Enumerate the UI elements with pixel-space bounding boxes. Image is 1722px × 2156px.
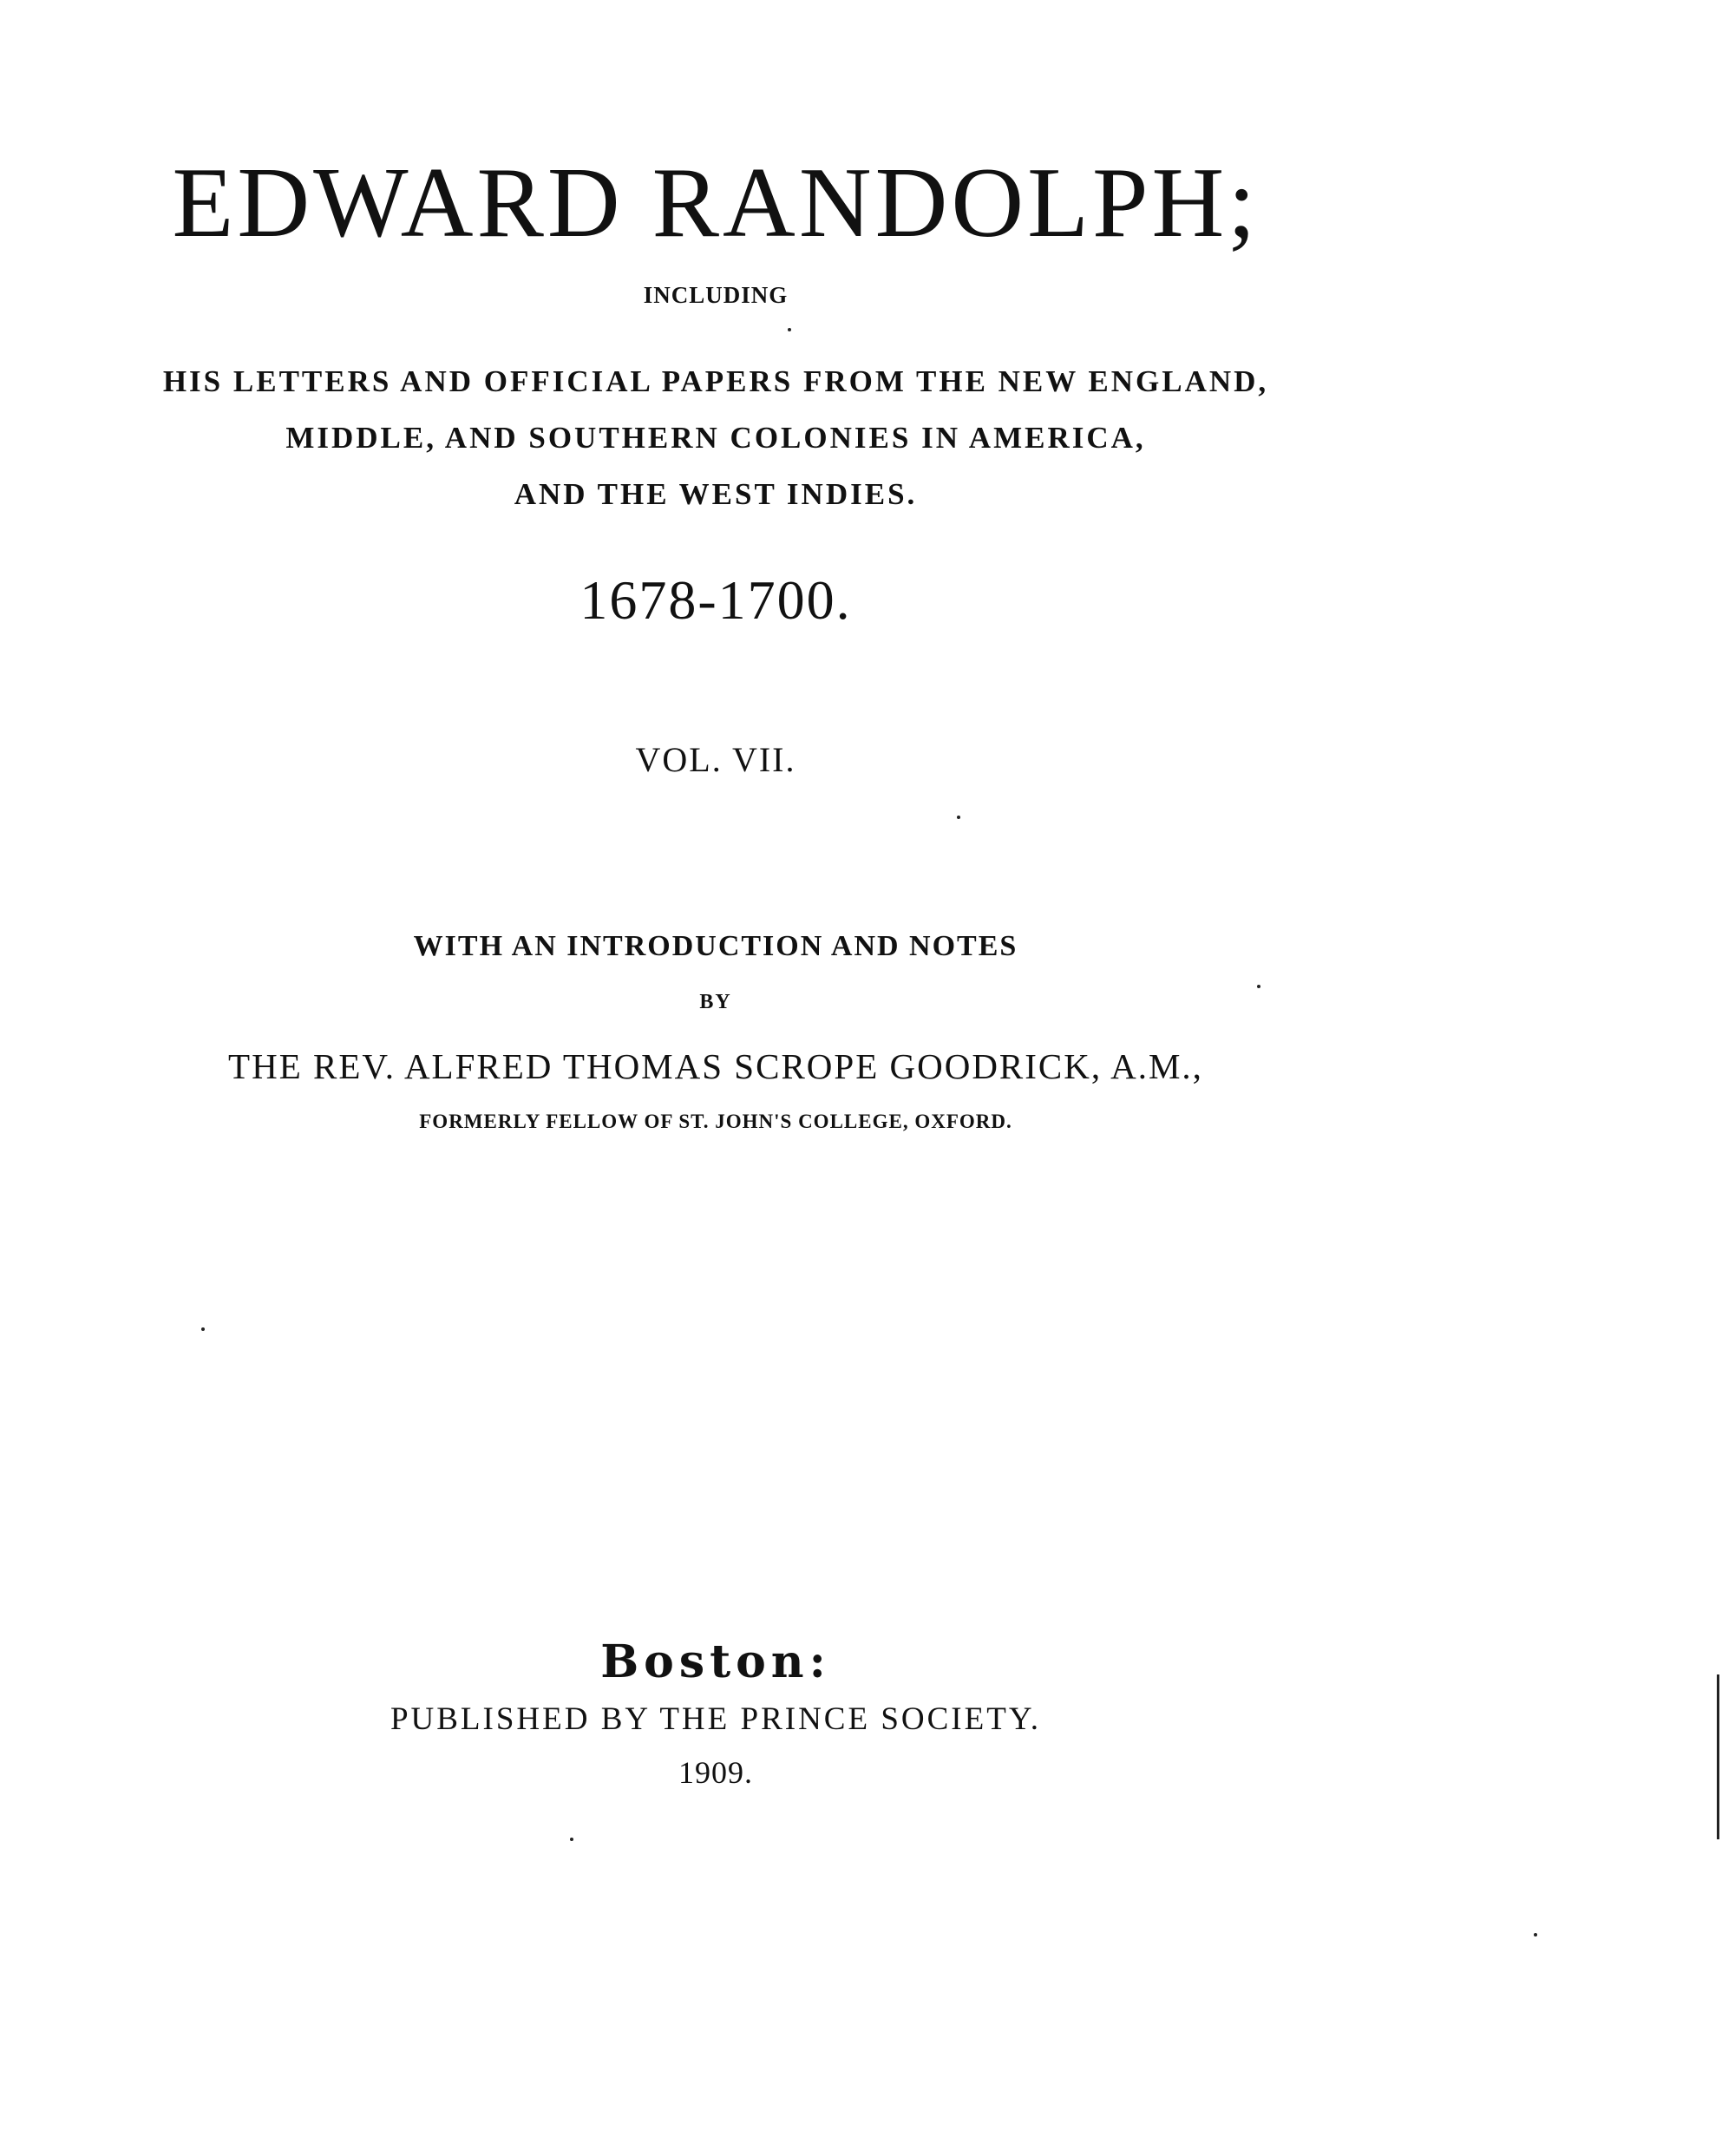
by-label: BY [699, 991, 732, 1013]
volume-number: VOL. VII. [635, 740, 796, 779]
scan-speck [788, 328, 791, 331]
scan-speck [957, 816, 960, 819]
date-range: 1678-1700. [579, 569, 852, 631]
book-title: EDWARD RANDOLPH; [172, 147, 1260, 259]
scan-speck [201, 1327, 205, 1331]
editor-name: THE REV. ALFRED THOMAS SCROPE GOODRICK, A.M., [228, 1046, 1203, 1086]
page-edge-mark [1717, 1674, 1719, 1839]
publisher: PUBLISHED BY THE PRINCE SOCIETY. [390, 1701, 1042, 1737]
including-label: INCLUDING [643, 282, 789, 308]
scan-speck [570, 1838, 573, 1841]
publication-year: 1909. [678, 1755, 753, 1790]
scan-speck [1257, 985, 1260, 988]
introduction-note: WITH AN INTRODUCTION AND NOTES [413, 930, 1018, 962]
subtitle-line-2: MIDDLE, AND SOUTHERN COLONIES IN AMERICA, [285, 421, 1146, 455]
publication-place: Boston: [600, 1635, 831, 1688]
editor-affiliation: FORMERLY FELLOW OF ST. JOHN'S COLLEGE, OXFORD. [419, 1111, 1012, 1132]
scan-speck [1534, 1933, 1537, 1936]
subtitle-line-3: AND THE WEST INDIES. [514, 477, 918, 511]
subtitle-line-1: HIS LETTERS AND OFFICIAL PAPERS FROM THE NEW ENGLAND, [162, 364, 1269, 398]
